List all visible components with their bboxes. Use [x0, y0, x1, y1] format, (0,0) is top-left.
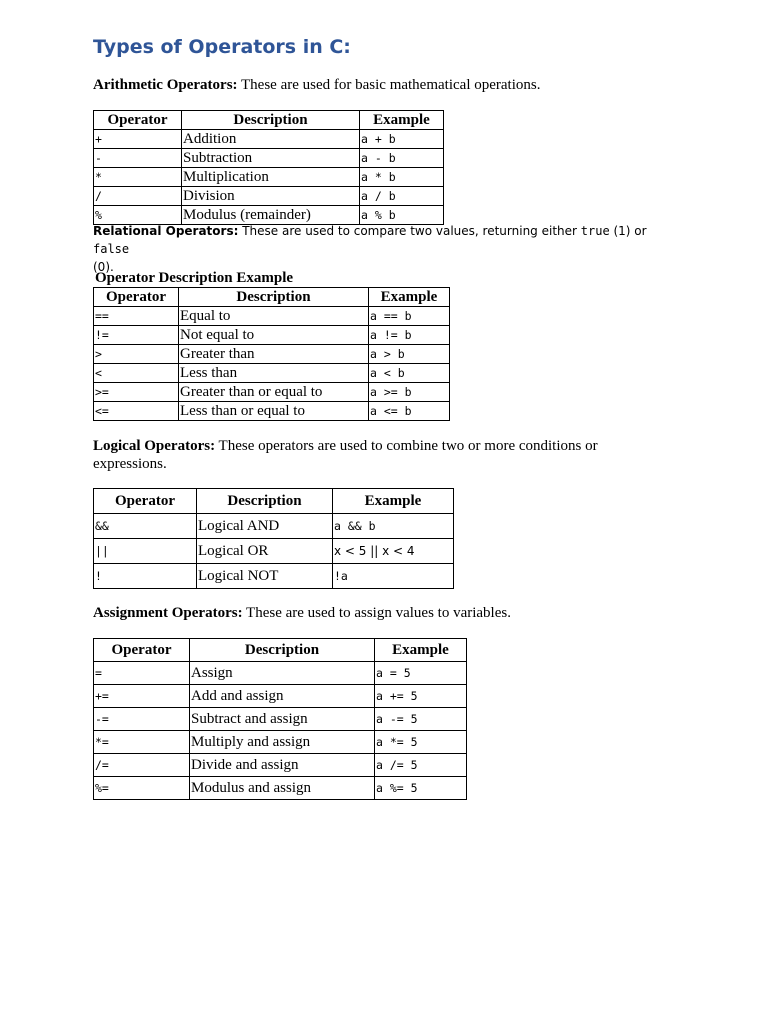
description-cell: Greater than or equal to — [179, 383, 369, 402]
header-description: Description — [179, 288, 369, 307]
example-cell: a >= b — [369, 383, 450, 402]
table-row — [94, 345, 450, 364]
operator-cell: && — [94, 514, 197, 539]
operator-cell: %= — [94, 777, 190, 800]
header-operator: Operator — [94, 288, 179, 307]
description-cell: Not equal to — [179, 326, 369, 345]
arithmetic-text: These are used for basic mathematical operations. — [237, 77, 541, 93]
operator-cell: * — [94, 168, 182, 187]
description-cell: Logical OR — [197, 539, 333, 564]
assignment-text: These are used to assign values to variables. — [242, 605, 511, 621]
example-cell: a && b — [333, 514, 454, 539]
table-row — [94, 187, 444, 206]
description-cell: Modulus and assign — [190, 777, 375, 800]
table-row — [94, 731, 467, 754]
operator-cell: != — [94, 326, 179, 345]
code-false: false — [93, 242, 130, 256]
operator-cell: - — [94, 149, 182, 168]
logical-text-2: expressions. — [93, 456, 167, 472]
arithmetic-label: Arithmetic Operators: — [93, 77, 238, 93]
description-cell: Divide and assign — [190, 754, 375, 777]
table-row — [94, 364, 450, 383]
example-cell: a / b — [360, 187, 444, 206]
table-row — [94, 685, 467, 708]
example-cell: a %= 5 — [375, 777, 467, 800]
header-operator: Operator — [94, 489, 197, 514]
relational-text-a: These are used to compare two values, returning either — [238, 224, 581, 238]
logical-intro — [93, 437, 653, 473]
table-header-row — [94, 111, 444, 130]
header-operator: Operator — [94, 111, 182, 130]
operator-cell: >= — [94, 383, 179, 402]
relational-table — [93, 287, 450, 421]
example-cell: a - b — [360, 149, 444, 168]
relational-subheading: Operator Description Example — [95, 270, 294, 286]
example-cell: !a — [333, 564, 454, 589]
operator-cell: < — [94, 364, 179, 383]
relational-intro — [93, 222, 673, 276]
relational-label: Relational Operators: — [93, 224, 239, 238]
operator-cell: /= — [94, 754, 190, 777]
table-header-row — [94, 489, 454, 514]
table-row — [94, 754, 467, 777]
table-row — [94, 383, 450, 402]
example-cell: a * b — [360, 168, 444, 187]
header-example: Example — [369, 288, 450, 307]
example-cell: a == b — [369, 307, 450, 326]
example-cell: a *= 5 — [375, 731, 467, 754]
table-row — [94, 402, 450, 421]
table-row — [94, 168, 444, 187]
arithmetic-table — [93, 110, 444, 225]
operator-cell: *= — [94, 731, 190, 754]
assignment-label: Assignment Operators: — [93, 605, 243, 621]
operator-cell: == — [94, 307, 179, 326]
table-row — [94, 130, 444, 149]
description-cell: Assign — [190, 662, 375, 685]
header-operator: Operator — [94, 639, 190, 662]
table-row — [94, 662, 467, 685]
example-cell: a -= 5 — [375, 708, 467, 731]
arithmetic-intro — [93, 76, 540, 94]
operator-cell: ! — [94, 564, 197, 589]
header-example: Example — [333, 489, 454, 514]
example-cell: a != b — [369, 326, 450, 345]
description-cell: Multiply and assign — [190, 731, 375, 754]
example-cell: a + b — [360, 130, 444, 149]
example-cell: a /= 5 — [375, 754, 467, 777]
example-cell: a % b — [360, 206, 444, 225]
operator-cell: -= — [94, 708, 190, 731]
description-cell: Logical AND — [197, 514, 333, 539]
code-true: true — [580, 224, 610, 238]
logical-label: Logical Operators: — [93, 438, 216, 454]
description-cell: Less than or equal to — [179, 402, 369, 421]
assignment-table — [93, 638, 467, 800]
table-header-row — [94, 639, 467, 662]
operator-cell: / — [94, 187, 182, 206]
header-description: Description — [190, 639, 375, 662]
assignment-intro — [93, 604, 511, 622]
relational-text-c: (0). — [93, 260, 114, 274]
table-row — [94, 777, 467, 800]
operator-cell: || — [94, 539, 197, 564]
table-row — [94, 149, 444, 168]
description-cell: Division — [182, 187, 360, 206]
header-description: Description — [197, 489, 333, 514]
operator-cell: % — [94, 206, 182, 225]
relational-text-b: (1) or — [609, 224, 647, 238]
description-cell: Subtract and assign — [190, 708, 375, 731]
description-cell: Less than — [179, 364, 369, 383]
description-cell: Greater than — [179, 345, 369, 364]
logical-table — [93, 488, 454, 589]
description-cell: Addition — [182, 130, 360, 149]
operator-cell: <= — [94, 402, 179, 421]
table-row — [94, 326, 450, 345]
example-cell: a > b — [369, 345, 450, 364]
operator-cell: += — [94, 685, 190, 708]
logical-text: These operators are used to combine two or more conditions or — [215, 438, 598, 454]
operator-cell: > — [94, 345, 179, 364]
table-header-row — [94, 288, 450, 307]
example-cell: a += 5 — [375, 685, 467, 708]
table-row — [94, 307, 450, 326]
table-row — [94, 564, 454, 589]
description-cell: Logical NOT — [197, 564, 333, 589]
description-cell: Add and assign — [190, 685, 375, 708]
description-cell: Multiplication — [182, 168, 360, 187]
operator-cell: + — [94, 130, 182, 149]
page-title: Types of Operators in C: — [93, 36, 351, 58]
example-cell: x < 5 || x < 4 — [333, 539, 454, 564]
example-cell: a < b — [369, 364, 450, 383]
description-cell: Equal to — [179, 307, 369, 326]
header-example: Example — [360, 111, 444, 130]
example-cell: a <= b — [369, 402, 450, 421]
header-description: Description — [182, 111, 360, 130]
description-cell: Subtraction — [182, 149, 360, 168]
header-example: Example — [375, 639, 467, 662]
table-row — [94, 514, 454, 539]
table-row — [94, 708, 467, 731]
table-row — [94, 539, 454, 564]
example-cell: a = 5 — [375, 662, 467, 685]
description-cell: Modulus (remainder) — [182, 206, 360, 225]
operator-cell: = — [94, 662, 190, 685]
